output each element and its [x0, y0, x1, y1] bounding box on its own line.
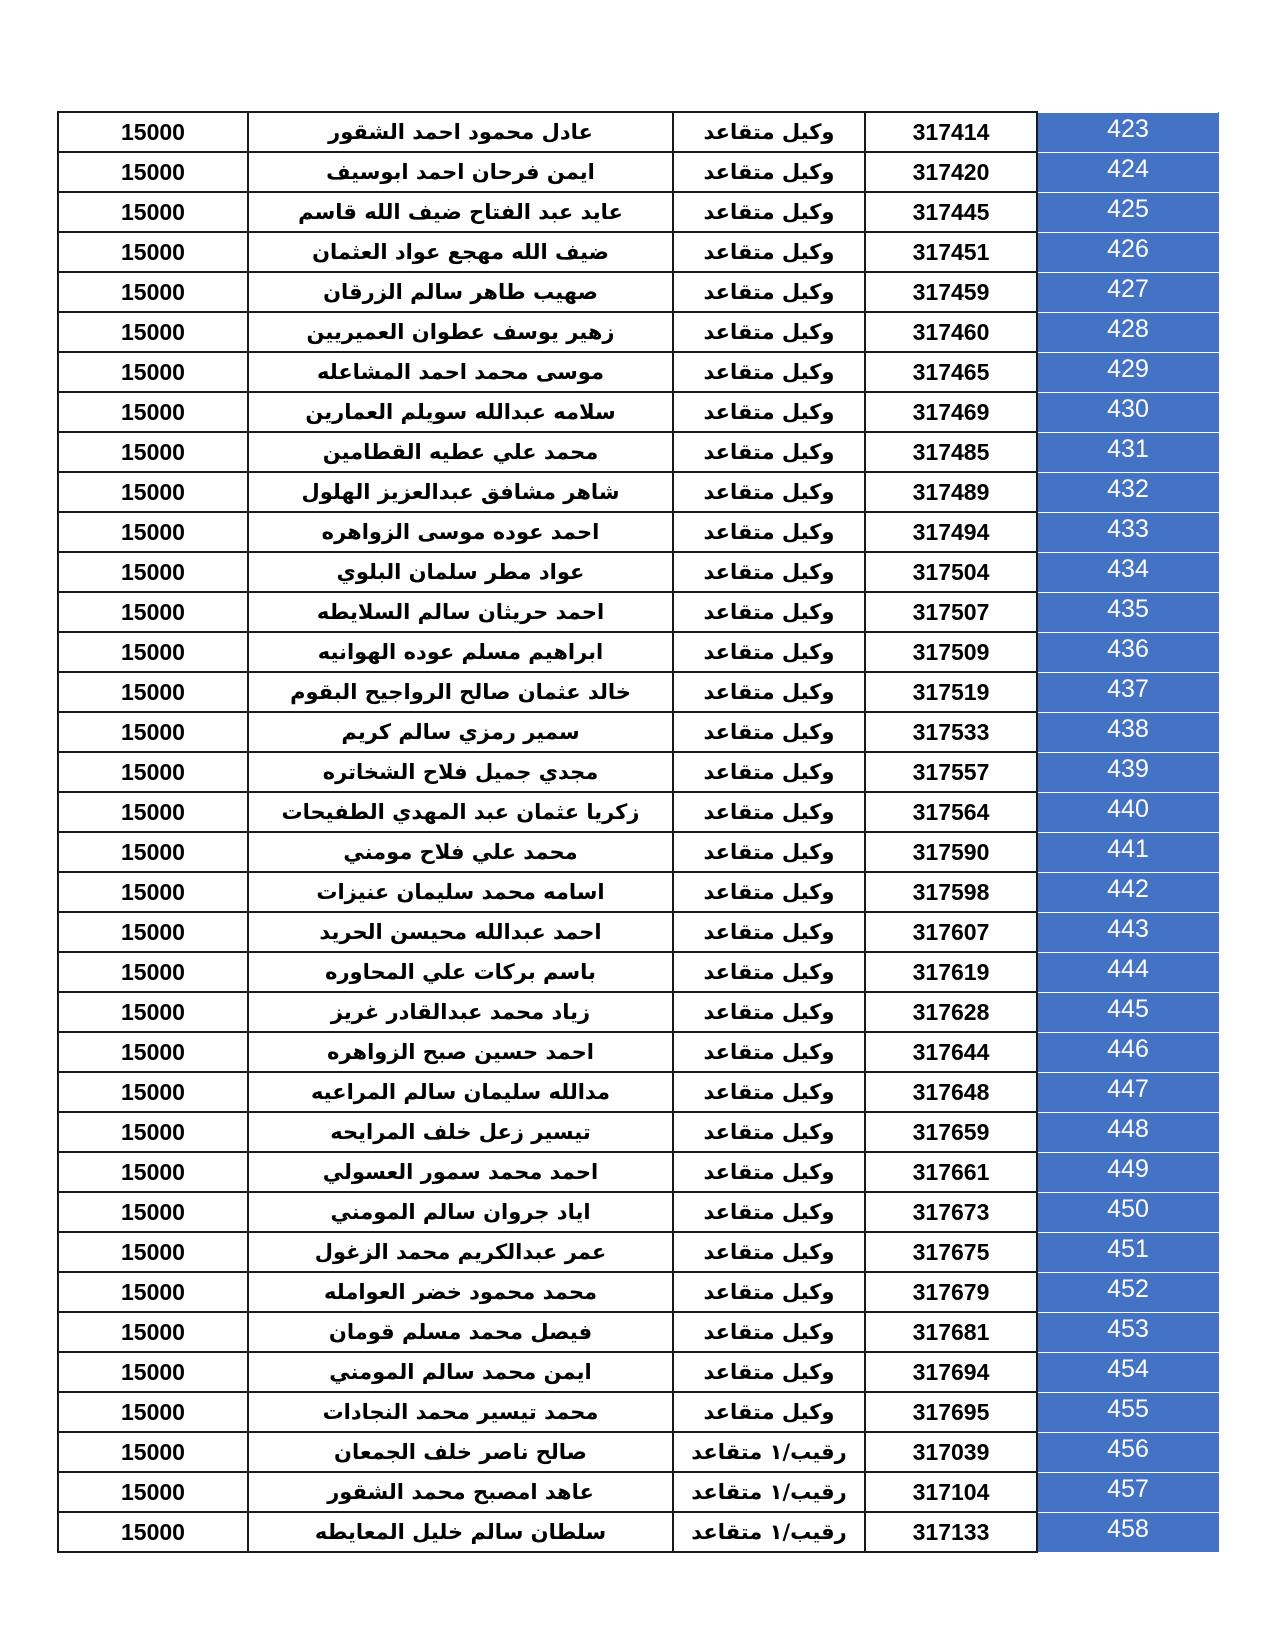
sequence-cell: 430 — [1037, 392, 1219, 432]
sequence-cell: 424 — [1037, 152, 1219, 192]
rank-cell: وكيل متقاعد — [673, 272, 865, 312]
sequence-cell: 434 — [1037, 552, 1219, 592]
amount-cell: 15000 — [58, 872, 248, 912]
sequence-cell: 440 — [1037, 792, 1219, 832]
sequence-cell: 441 — [1037, 832, 1219, 872]
amount-cell: 15000 — [58, 1352, 248, 1392]
rank-cell: وكيل متقاعد — [673, 1352, 865, 1392]
sequence-cell: 444 — [1037, 952, 1219, 992]
name-cell: عاهد امصبح محمد الشقور — [248, 1472, 673, 1512]
id-cell: 317445 — [865, 192, 1037, 232]
name-cell: عايد عبد الفتاح ضيف الله قاسم — [248, 192, 673, 232]
table-row — [58, 1072, 1219, 1112]
id-cell: 317673 — [865, 1192, 1037, 1232]
rank-cell: رقيب/١ متقاعد — [673, 1512, 865, 1552]
id-cell: 317133 — [865, 1512, 1037, 1552]
id-cell: 317679 — [865, 1272, 1037, 1312]
amount-cell: 15000 — [58, 832, 248, 872]
name-cell: مجدي جميل فلاح الشخاتره — [248, 752, 673, 792]
id-cell: 317039 — [865, 1432, 1037, 1472]
sequence-cell: 448 — [1037, 1112, 1219, 1152]
amount-cell: 15000 — [58, 952, 248, 992]
sequence-cell: 455 — [1037, 1392, 1219, 1432]
table-row — [58, 1392, 1219, 1432]
sequence-cell: 435 — [1037, 592, 1219, 632]
amount-cell: 15000 — [58, 1232, 248, 1272]
id-cell: 317465 — [865, 352, 1037, 392]
amount-cell: 15000 — [58, 632, 248, 672]
rank-cell: وكيل متقاعد — [673, 792, 865, 832]
table-row — [58, 312, 1219, 352]
name-cell: باسم بركات علي المحاوره — [248, 952, 673, 992]
sequence-cell: 449 — [1037, 1152, 1219, 1192]
name-cell: احمد عوده موسى الزواهره — [248, 512, 673, 552]
rank-cell: وكيل متقاعد — [673, 832, 865, 872]
name-cell: زياد محمد عبدالقادر غريز — [248, 992, 673, 1032]
name-cell: ابراهيم مسلم عوده الهوانيه — [248, 632, 673, 672]
rank-cell: وكيل متقاعد — [673, 1312, 865, 1352]
name-cell: صهيب طاهر سالم الزرقان — [248, 272, 673, 312]
name-cell: تيسير زعل خلف المرايحه — [248, 1112, 673, 1152]
amount-cell: 15000 — [58, 392, 248, 432]
rank-cell: وكيل متقاعد — [673, 512, 865, 552]
table-row — [58, 712, 1219, 752]
table-row — [58, 152, 1219, 192]
table-row — [58, 1472, 1219, 1512]
amount-cell: 15000 — [58, 992, 248, 1032]
table-row — [58, 232, 1219, 272]
sequence-cell: 452 — [1037, 1272, 1219, 1312]
name-cell: احمد حريثان سالم السلايطه — [248, 592, 673, 632]
name-cell: عادل محمود احمد الشقور — [248, 112, 673, 152]
table-row — [58, 552, 1219, 592]
amount-cell: 15000 — [58, 1112, 248, 1152]
sequence-cell: 454 — [1037, 1352, 1219, 1392]
amount-cell: 15000 — [58, 112, 248, 152]
rank-cell: وكيل متقاعد — [673, 552, 865, 592]
table-row — [58, 112, 1219, 152]
sequence-cell: 443 — [1037, 912, 1219, 952]
id-cell: 317494 — [865, 512, 1037, 552]
sequence-cell: 442 — [1037, 872, 1219, 912]
amount-cell: 15000 — [58, 152, 248, 192]
rank-cell: وكيل متقاعد — [673, 912, 865, 952]
sequence-cell: 428 — [1037, 312, 1219, 352]
amount-cell: 15000 — [58, 432, 248, 472]
sequence-cell: 458 — [1037, 1512, 1219, 1552]
id-cell: 317644 — [865, 1032, 1037, 1072]
table-row — [58, 1152, 1219, 1192]
name-cell: اياد جروان سالم المومني — [248, 1192, 673, 1232]
amount-cell: 15000 — [58, 272, 248, 312]
table-row — [58, 472, 1219, 512]
id-cell: 317607 — [865, 912, 1037, 952]
rank-cell: وكيل متقاعد — [673, 592, 865, 632]
table-row — [58, 392, 1219, 432]
id-cell: 317104 — [865, 1472, 1037, 1512]
id-cell: 317485 — [865, 432, 1037, 472]
name-cell: صالح ناصر خلف الجمعان — [248, 1432, 673, 1472]
sequence-cell: 438 — [1037, 712, 1219, 752]
name-cell: شاهر مشافق عبدالعزيز الهلول — [248, 472, 673, 512]
data-table — [57, 111, 1219, 1553]
amount-cell: 15000 — [58, 312, 248, 352]
amount-cell: 15000 — [58, 1472, 248, 1512]
table-row — [58, 1192, 1219, 1232]
name-cell: محمد علي عطيه القطامين — [248, 432, 673, 472]
name-cell: سلطان سالم خليل المعايطه — [248, 1512, 673, 1552]
rank-cell: وكيل متقاعد — [673, 1112, 865, 1152]
id-cell: 317681 — [865, 1312, 1037, 1352]
rank-cell: وكيل متقاعد — [673, 992, 865, 1032]
rank-cell: وكيل متقاعد — [673, 752, 865, 792]
name-cell: محمد تيسير محمد النجادات — [248, 1392, 673, 1432]
amount-cell: 15000 — [58, 1512, 248, 1552]
table-row — [58, 832, 1219, 872]
id-cell: 317509 — [865, 632, 1037, 672]
id-cell: 317659 — [865, 1112, 1037, 1152]
id-cell: 317675 — [865, 1232, 1037, 1272]
sequence-cell: 445 — [1037, 992, 1219, 1032]
id-cell: 317598 — [865, 872, 1037, 912]
sequence-cell: 429 — [1037, 352, 1219, 392]
sequence-cell: 425 — [1037, 192, 1219, 232]
sequence-cell: 431 — [1037, 432, 1219, 472]
rank-cell: وكيل متقاعد — [673, 352, 865, 392]
amount-cell: 15000 — [58, 672, 248, 712]
id-cell: 317489 — [865, 472, 1037, 512]
amount-cell: 15000 — [58, 1032, 248, 1072]
name-cell: مدالله سليمان سالم المراعيه — [248, 1072, 673, 1112]
sequence-cell: 437 — [1037, 672, 1219, 712]
amount-cell: 15000 — [58, 232, 248, 272]
amount-cell: 15000 — [58, 792, 248, 832]
name-cell: احمد حسين صبح الزواهره — [248, 1032, 673, 1072]
table-row — [58, 592, 1219, 632]
name-cell: عمر عبدالكريم محمد الزغول — [248, 1232, 673, 1272]
id-cell: 317564 — [865, 792, 1037, 832]
sequence-cell: 423 — [1037, 112, 1219, 152]
amount-cell: 15000 — [58, 1392, 248, 1432]
table-row — [58, 632, 1219, 672]
sequence-cell: 436 — [1037, 632, 1219, 672]
table-row — [58, 672, 1219, 712]
table-row — [58, 792, 1219, 832]
rank-cell: وكيل متقاعد — [673, 472, 865, 512]
rank-cell: وكيل متقاعد — [673, 432, 865, 472]
id-cell: 317414 — [865, 112, 1037, 152]
amount-cell: 15000 — [58, 752, 248, 792]
amount-cell: 15000 — [58, 1152, 248, 1192]
id-cell: 317694 — [865, 1352, 1037, 1392]
rank-cell: وكيل متقاعد — [673, 712, 865, 752]
amount-cell: 15000 — [58, 1432, 248, 1472]
table-row — [58, 952, 1219, 992]
sequence-cell: 439 — [1037, 752, 1219, 792]
name-cell: محمد محمود خضر العوامله — [248, 1272, 673, 1312]
rank-cell: وكيل متقاعد — [673, 232, 865, 272]
sequence-cell: 432 — [1037, 472, 1219, 512]
table-row — [58, 272, 1219, 312]
name-cell: موسى محمد احمد المشاعله — [248, 352, 673, 392]
name-cell: اسامه محمد سليمان عنيزات — [248, 872, 673, 912]
table-row — [58, 512, 1219, 552]
table-row — [58, 192, 1219, 232]
rank-cell: وكيل متقاعد — [673, 952, 865, 992]
table-row — [58, 1112, 1219, 1152]
rank-cell: وكيل متقاعد — [673, 1192, 865, 1232]
name-cell: محمد علي فلاح مومني — [248, 832, 673, 872]
sequence-cell: 447 — [1037, 1072, 1219, 1112]
rank-cell: رقيب/١ متقاعد — [673, 1472, 865, 1512]
id-cell: 317460 — [865, 312, 1037, 352]
id-cell: 317507 — [865, 592, 1037, 632]
name-cell: ايمن فرحان احمد ابوسيف — [248, 152, 673, 192]
amount-cell: 15000 — [58, 592, 248, 632]
amount-cell: 15000 — [58, 512, 248, 552]
rank-cell: رقيب/١ متقاعد — [673, 1432, 865, 1472]
rank-cell: وكيل متقاعد — [673, 1272, 865, 1312]
id-cell: 317648 — [865, 1072, 1037, 1112]
id-cell: 317619 — [865, 952, 1037, 992]
id-cell: 317519 — [865, 672, 1037, 712]
id-cell: 317420 — [865, 152, 1037, 192]
sequence-cell: 451 — [1037, 1232, 1219, 1272]
id-cell: 317504 — [865, 552, 1037, 592]
name-cell: خالد عثمان صالح الرواجيح البقوم — [248, 672, 673, 712]
sequence-cell: 427 — [1037, 272, 1219, 312]
table-row — [58, 352, 1219, 392]
amount-cell: 15000 — [58, 712, 248, 752]
name-cell: زكريا عثمان عبد المهدي الطفيحات — [248, 792, 673, 832]
amount-cell: 15000 — [58, 1072, 248, 1112]
id-cell: 317628 — [865, 992, 1037, 1032]
amount-cell: 15000 — [58, 472, 248, 512]
amount-cell: 15000 — [58, 1272, 248, 1312]
name-cell: ضيف الله مهجع عواد العثمان — [248, 232, 673, 272]
rank-cell: وكيل متقاعد — [673, 152, 865, 192]
id-cell: 317557 — [865, 752, 1037, 792]
amount-cell: 15000 — [58, 192, 248, 232]
id-cell: 317459 — [865, 272, 1037, 312]
amount-cell: 15000 — [58, 552, 248, 592]
sequence-cell: 457 — [1037, 1472, 1219, 1512]
name-cell: ايمن محمد سالم المومني — [248, 1352, 673, 1392]
amount-cell: 15000 — [58, 352, 248, 392]
rank-cell: وكيل متقاعد — [673, 1152, 865, 1192]
rank-cell: وكيل متقاعد — [673, 112, 865, 152]
rank-cell: وكيل متقاعد — [673, 872, 865, 912]
table-body — [58, 112, 1219, 1552]
id-cell: 317533 — [865, 712, 1037, 752]
name-cell: سلامه عبدالله سويلم العمارين — [248, 392, 673, 432]
rank-cell: وكيل متقاعد — [673, 392, 865, 432]
id-cell: 317695 — [865, 1392, 1037, 1432]
table-row — [58, 1512, 1219, 1552]
table-row — [58, 1352, 1219, 1392]
rank-cell: وكيل متقاعد — [673, 1392, 865, 1432]
table-row — [58, 432, 1219, 472]
table-row — [58, 1232, 1219, 1272]
name-cell: عواد مطر سلمان البلوي — [248, 552, 673, 592]
name-cell: زهير يوسف عطوان العميريين — [248, 312, 673, 352]
table-row — [58, 752, 1219, 792]
sequence-cell: 426 — [1037, 232, 1219, 272]
rank-cell: وكيل متقاعد — [673, 1072, 865, 1112]
table-row — [58, 1312, 1219, 1352]
rank-cell: وكيل متقاعد — [673, 632, 865, 672]
sequence-cell: 456 — [1037, 1432, 1219, 1472]
id-cell: 317451 — [865, 232, 1037, 272]
id-cell: 317661 — [865, 1152, 1037, 1192]
name-cell: سمير رمزي سالم كريم — [248, 712, 673, 752]
amount-cell: 15000 — [58, 1312, 248, 1352]
id-cell: 317469 — [865, 392, 1037, 432]
name-cell: احمد محمد سمور العسولي — [248, 1152, 673, 1192]
rank-cell: وكيل متقاعد — [673, 672, 865, 712]
rank-cell: وكيل متقاعد — [673, 312, 865, 352]
name-cell: احمد عبدالله محيسن الحريد — [248, 912, 673, 952]
amount-cell: 15000 — [58, 912, 248, 952]
table-row — [58, 1432, 1219, 1472]
amount-cell: 15000 — [58, 1192, 248, 1232]
id-cell: 317590 — [865, 832, 1037, 872]
rank-cell: وكيل متقاعد — [673, 192, 865, 232]
sequence-cell: 433 — [1037, 512, 1219, 552]
table-row — [58, 1272, 1219, 1312]
table-row — [58, 992, 1219, 1032]
table-row — [58, 912, 1219, 952]
table-row — [58, 872, 1219, 912]
rank-cell: وكيل متقاعد — [673, 1232, 865, 1272]
sequence-cell: 450 — [1037, 1192, 1219, 1232]
sequence-cell: 446 — [1037, 1032, 1219, 1072]
name-cell: فيصل محمد مسلم قومان — [248, 1312, 673, 1352]
rank-cell: وكيل متقاعد — [673, 1032, 865, 1072]
sequence-cell: 453 — [1037, 1312, 1219, 1352]
table-row — [58, 1032, 1219, 1072]
